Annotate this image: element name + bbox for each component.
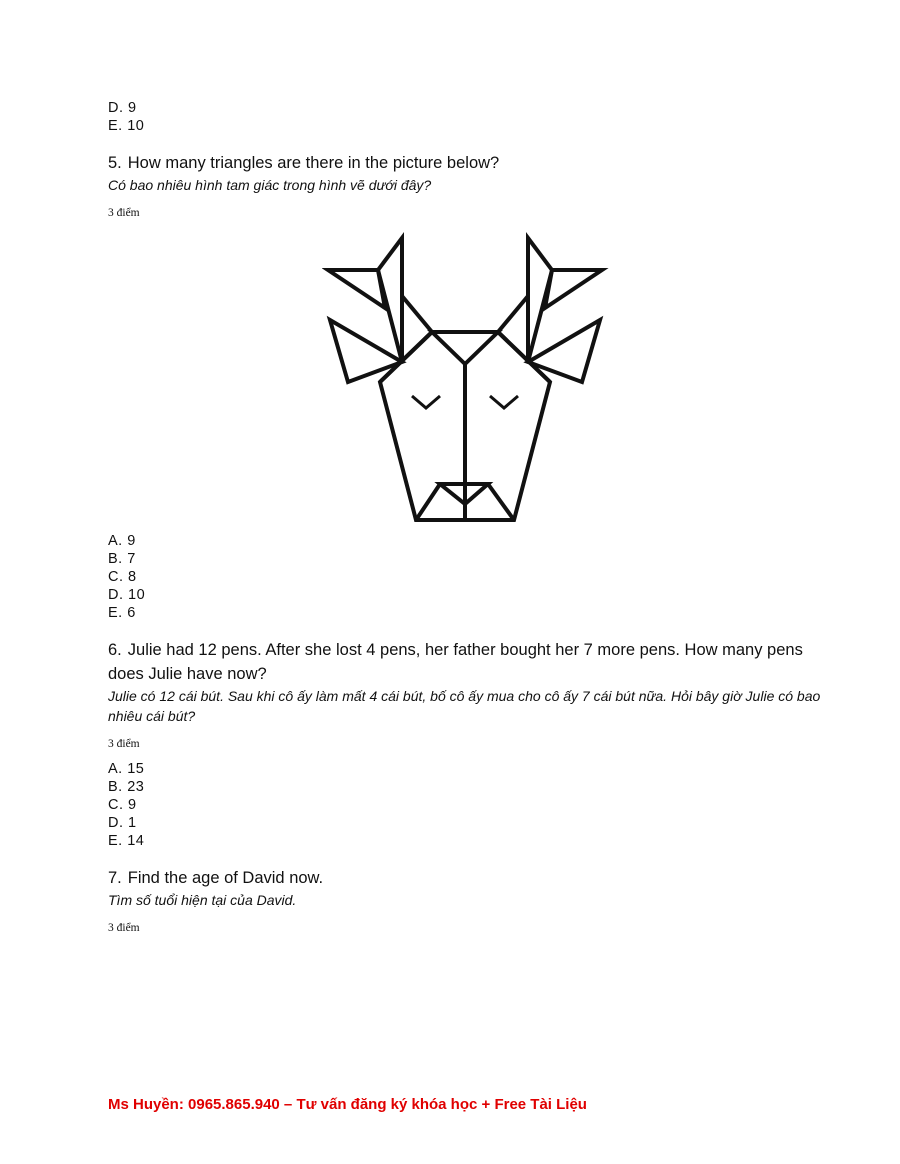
q5-option-e: E. 6 (108, 605, 136, 621)
question-6-options (108, 760, 828, 850)
question-5-options (108, 532, 828, 622)
q6-option-b: B. 23 (108, 779, 145, 795)
question-7-number: 7. (108, 869, 122, 887)
deer-head-triangles-figure (322, 230, 612, 530)
q4-option-d: D. 9 (108, 100, 137, 116)
q5-option-c: C. 8 (108, 569, 137, 585)
question-6-subtitle: Julie có 12 cái bút. Sau khi cô ấy làm mất 4 cái bút, bố cô ấy mua cho cô ấy 7 cái bút nữa. Hỏi bây giờ Julie có bao nhiêu cái bút? (108, 688, 821, 724)
right-eye-icon (490, 396, 518, 408)
q4-option-e: E. 10 (108, 118, 145, 134)
footer-contact: Ms Huyền: 0965.865.940 – Tư vấn đăng ký khóa học + Free Tài Liệu (108, 1096, 587, 1113)
question-6-text: Julie had 12 pens. After she lost 4 pens, her father bought her 7 more pens. How many pens does Julie have now? (108, 641, 803, 683)
question-5-text: How many triangles are there in the picture below? (127, 154, 500, 172)
q6-option-a: A. 15 (108, 761, 145, 777)
q5-option-a: A. 9 (108, 533, 136, 549)
q6-option-d: D. 1 (108, 815, 137, 831)
question-5-points: 3 điểm (108, 207, 140, 219)
left-eye-icon (412, 396, 440, 408)
question-7 (108, 866, 828, 934)
question-5-number: 5. (108, 154, 122, 172)
question-6-points: 3 điểm (108, 738, 140, 750)
question-7-subtitle: Tìm số tuổi hiện tại của David. (108, 892, 297, 908)
q5-option-d: D. 10 (108, 587, 146, 603)
question-7-title (108, 866, 828, 890)
q5-option-b: B. 7 (108, 551, 136, 567)
q6-option-c: C. 9 (108, 797, 137, 813)
question-5-subtitle: Có bao nhiêu hình tam giác trong hình vẽ dưới đây? (108, 177, 432, 193)
question-6 (108, 638, 828, 750)
question-5-title (108, 151, 828, 175)
question-7-text: Find the age of David now. (127, 869, 324, 887)
question-6-number: 6. (108, 641, 122, 659)
question-5 (108, 151, 828, 219)
question-7-points: 3 điểm (108, 922, 140, 934)
question-6-title (108, 638, 828, 686)
q6-option-e: E. 14 (108, 833, 145, 849)
